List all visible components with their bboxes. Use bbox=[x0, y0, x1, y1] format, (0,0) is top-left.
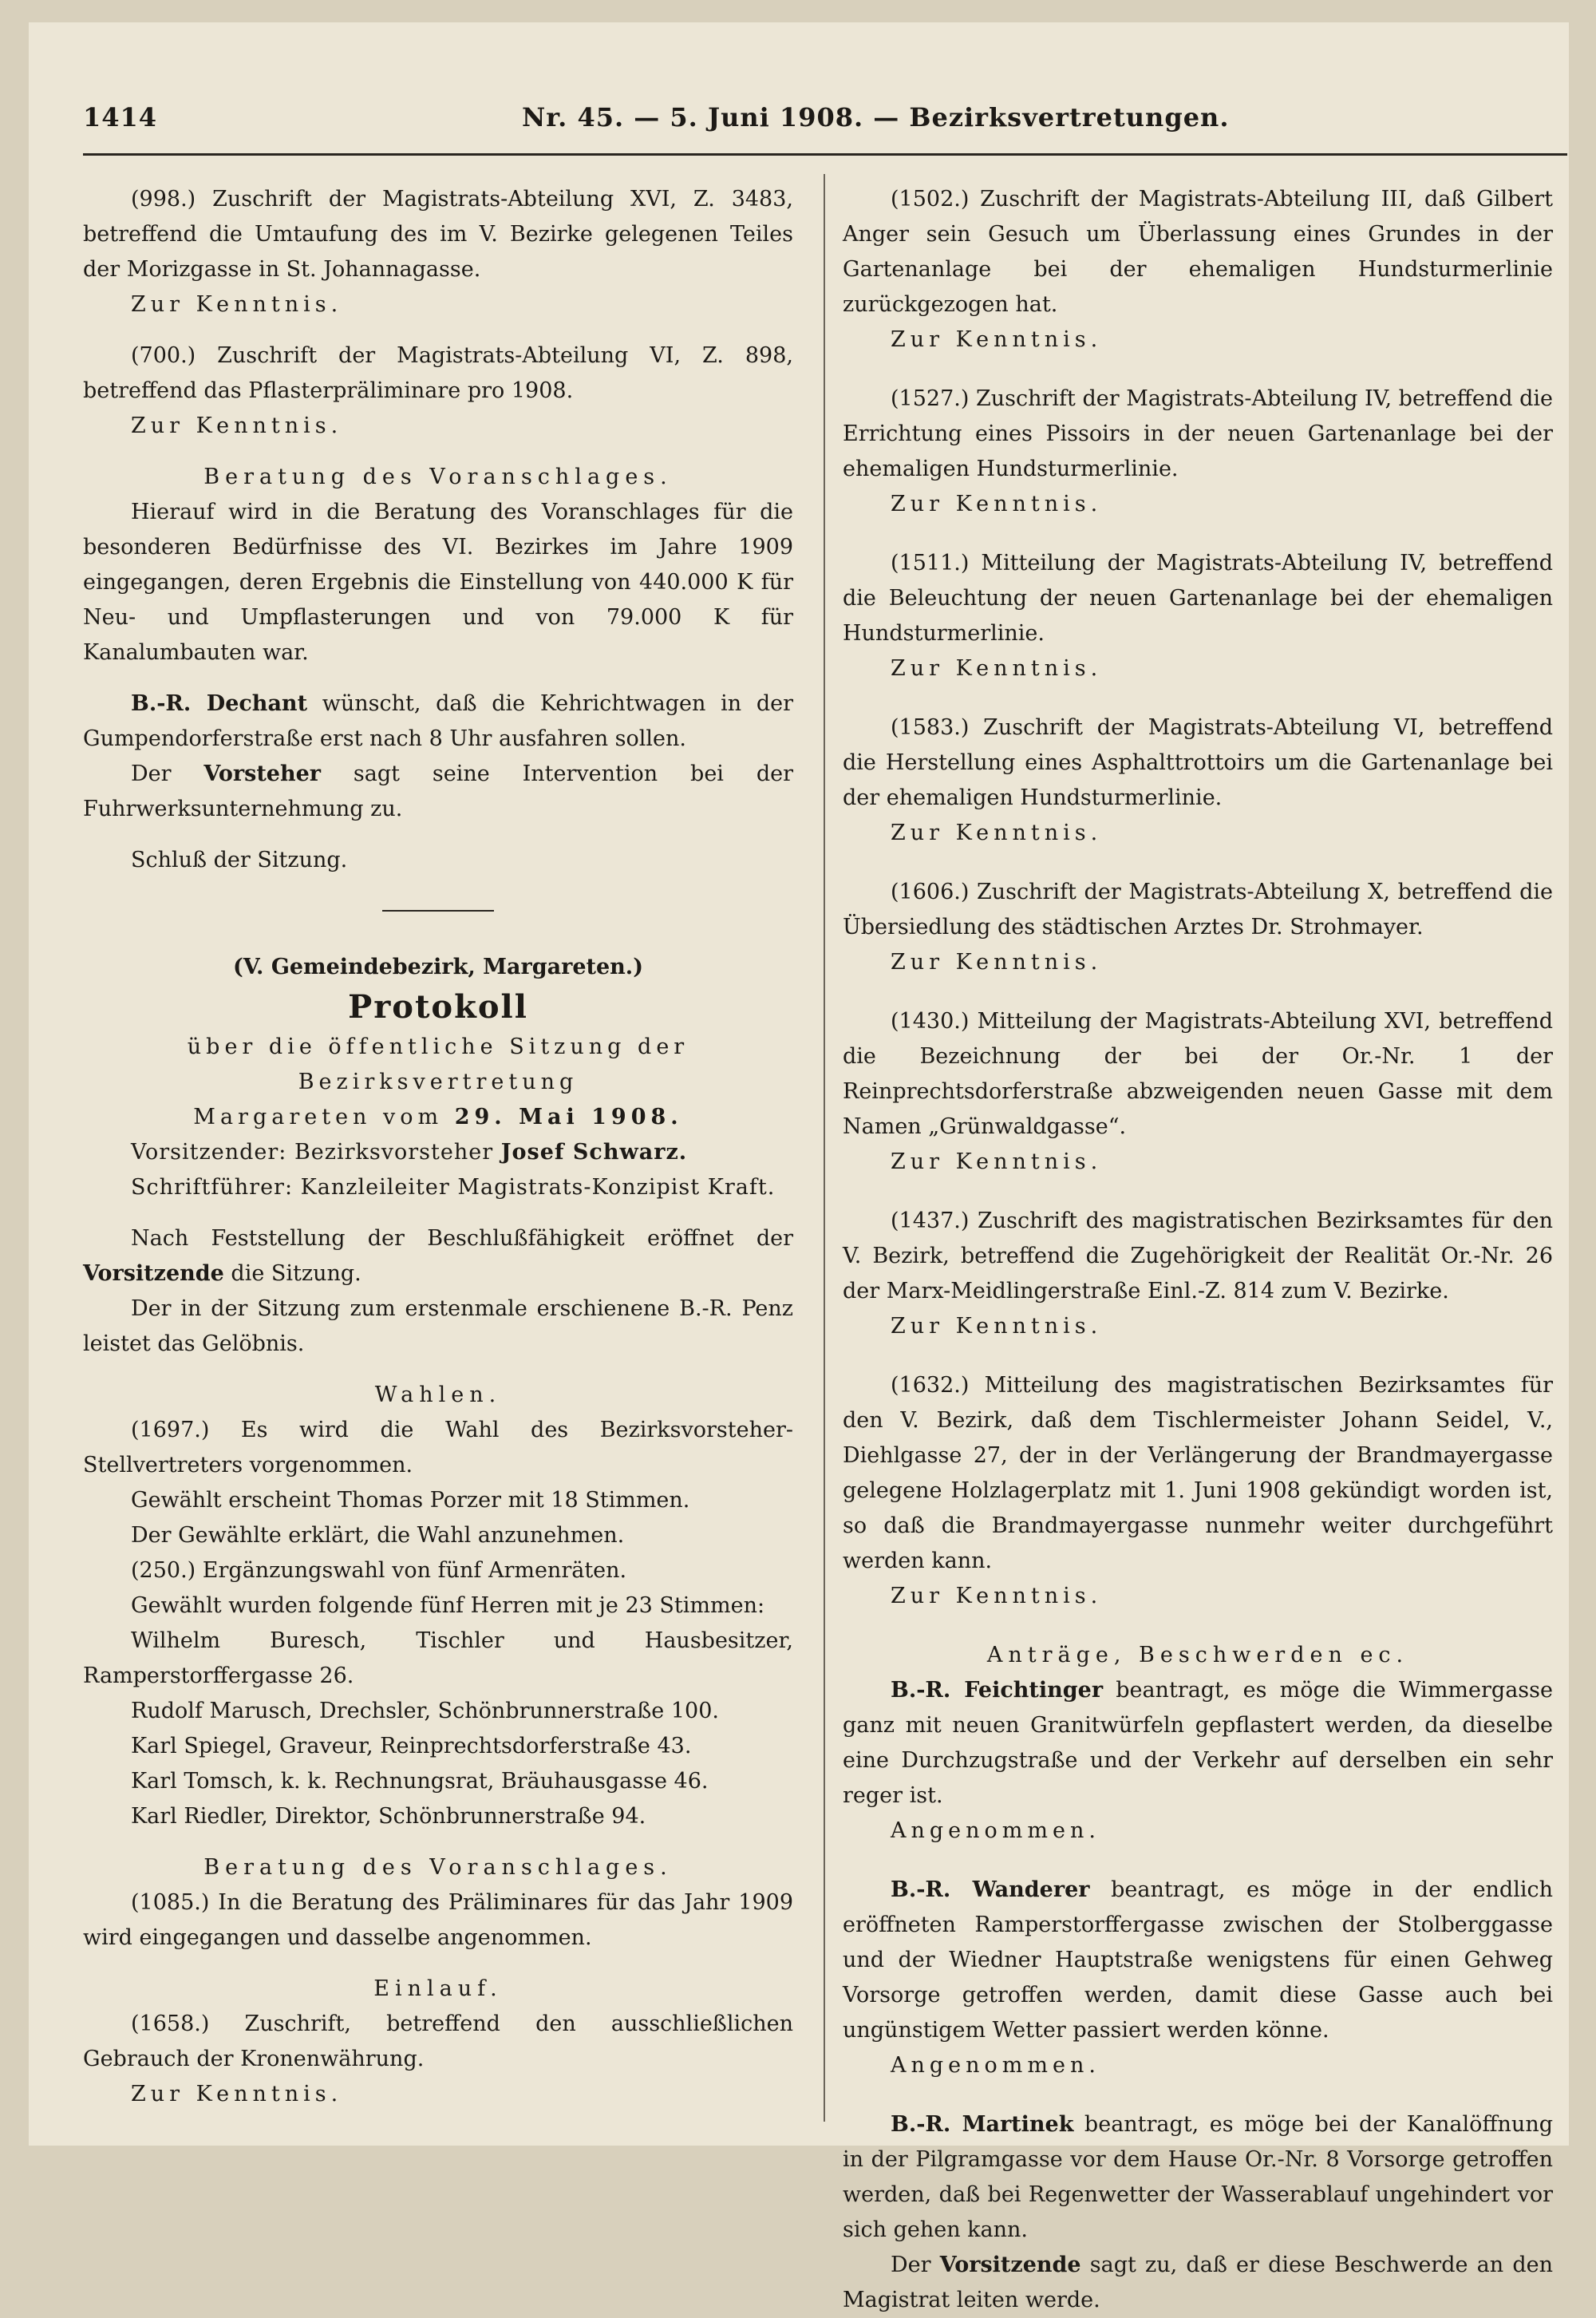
zur-kenntnis: Zur Kenntnis. bbox=[891, 821, 1103, 845]
separator-rule bbox=[382, 910, 494, 912]
zur-kenntnis: Zur Kenntnis. bbox=[131, 292, 343, 317]
opening-paragraph: Nach Feststellung der Beschlußfähigkeit eröffnet der Vorsitzende die Sitzung. bbox=[83, 1226, 793, 1286]
zur-kenntnis: Zur Kenntnis. bbox=[891, 327, 1103, 352]
page-number: 1414 bbox=[83, 102, 158, 133]
entry-998 bbox=[83, 182, 793, 287]
list-item: Wilhelm Buresch, Tischler und Hausbesitzer, Ramperstorffergasse 26. bbox=[83, 1628, 793, 1688]
page-header bbox=[83, 102, 1230, 147]
list-item: Karl Tomsch, k. k. Rechnungsrat, Bräuhausgasse 46. bbox=[131, 1769, 709, 1794]
header-rule bbox=[83, 153, 1567, 156]
left-column bbox=[83, 182, 793, 2112]
session-date: 29. Mai 1908. bbox=[454, 1105, 683, 1129]
entry-1527: (1527.) Zuschrift der Magistrats-Abteilung IV, betreffend die Errichtung eines Pissoirs in der neuen Gartenanlage bei der ehemaligen Hundsturmerlinie. bbox=[843, 386, 1553, 481]
protokoll-subtitle-2: Margareten vom 29. Mai 1908. bbox=[193, 1105, 683, 1129]
speaker-name: B.-R. Feichtinger bbox=[891, 1678, 1104, 1703]
zur-kenntnis: Zur Kenntnis. bbox=[891, 950, 1103, 975]
motion-wanderer: B.-R. Wanderer beantragt, es möge in der endlich eröffneten Ramperstorffergasse zwischen der Stolberggasse und der Wiedner Hauptstraße wenigstens für einen Gehweg Vorsorge getroffen werden, damit diese Gasse auch bei ungünstigem Wetter passiert werden könne. bbox=[843, 1877, 1553, 2043]
entry-700 bbox=[83, 338, 793, 409]
list-item: Rudolf Marusch, Drechsler, Schönbrunnerstraße 100. bbox=[131, 1699, 719, 1723]
entry-1437: (1437.) Zuschrift des magistratischen Bezirksamtes für den V. Bezirk, betreffend die Zugehörigkeit der Realität Or.-Nr. 26 der Marx-Meidlingerstraße Einl.-Z. 814 zum V. Bezirke. bbox=[843, 1208, 1553, 1303]
zur-kenntnis: Zur Kenntnis. bbox=[891, 1149, 1103, 1174]
list-item: (250.) Ergänzungswahl von fünf Armenräten. bbox=[131, 1558, 627, 1583]
district-heading: (V. Gemeindebezirk, Margareten.) bbox=[233, 955, 643, 979]
entry-text: sagt seine Intervention bei der Fuhrwerksunternehmung zu. bbox=[83, 761, 793, 821]
speaker-name: Vorsitzende bbox=[83, 1261, 224, 1286]
zur-kenntnis: Zur Kenntnis. bbox=[891, 1314, 1103, 1339]
list-item: Karl Spiegel, Graveur, Reinprechtsdorferstraße 43. bbox=[131, 1734, 692, 1758]
entry-1632: (1632.) Mitteilung des magistratischen Bezirksamtes für den V. Bezirk, daß dem Tischlermeister Johann Seidel, V., Diehlgasse 27, der in der Verlängerung der Brandmayergasse gelegene Holzlagerplatz mit 1. Juni 1908 gekündigt worden ist, so daß die Brandmayergasse nunmehr weiter durchgeführt werden kann. bbox=[843, 1373, 1553, 1573]
zur-kenntnis: Zur Kenntnis. bbox=[891, 656, 1103, 681]
zur-kenntnis: Zur Kenntnis. bbox=[891, 492, 1103, 516]
section-heading: Beratung des Voranschlages. bbox=[203, 1855, 673, 1880]
list-item: Gewählt wurden folgende fünf Herren mit je 23 Stimmen: bbox=[131, 1593, 765, 1618]
entry-1430: (1430.) Mitteilung der Magistrats-Abteilung XVI, betreffend die Bezeichnung der bei der Or.-Nr. 1 der Reinprechtsdorferstraße abzweigenden neuen Gasse mit dem Namen „Grünwaldgasse“. bbox=[843, 1009, 1553, 1139]
closing-line: Schluß der Sitzung. bbox=[131, 848, 348, 872]
zur-kenntnis: Zur Kenntnis. bbox=[131, 2082, 343, 2106]
budget-paragraph bbox=[83, 495, 793, 670]
zur-kenntnis: Zur Kenntnis. bbox=[891, 1584, 1103, 1608]
entry-text: Hierauf wird in die Beratung des Voranschlages für die besonderen Bedürfnisse des VI. Bezirkes im Jahre 1909 eingegangen, deren Ergebnis die Einstellung von 440.000 K für Neu- und Umpflasterungen und von 79.000 K für Kanalumbauten war. bbox=[83, 500, 793, 665]
right-column bbox=[843, 182, 1553, 2318]
oath-paragraph: Der in der Sitzung zum erstenmale erschienene B.-R. Penz leistet das Gelöbnis. bbox=[83, 1296, 793, 1356]
chairperson-name: Josef Schwarz. bbox=[500, 1140, 688, 1165]
speaker-name: B.-R. Dechant bbox=[131, 691, 308, 716]
entry-text: wünscht, daß die Kehrichtwagen in der Gumpendorferstraße erst nach 8 Uhr ausfahren sollen. bbox=[83, 691, 793, 751]
section-heading: Einlauf. bbox=[373, 1976, 503, 2001]
zur-kenntnis: Zur Kenntnis. bbox=[131, 413, 343, 438]
list-item: Gewählt erscheint Thomas Porzer mit 18 Stimmen. bbox=[131, 1488, 690, 1513]
speaker-name: B.-R. Martinek bbox=[891, 2112, 1074, 2137]
column-divider bbox=[824, 174, 825, 2122]
newspaper-page bbox=[29, 22, 1569, 2312]
section-heading: Wahlen. bbox=[374, 1382, 502, 1407]
chairperson-line: Vorsitzender: Bezirksvorsteher Josef Schwarz. bbox=[131, 1140, 688, 1165]
list-item: (1697.) Es wird die Wahl des Bezirksvorsteher-Stellvertreters vorgenommen. bbox=[83, 1418, 793, 1477]
list-item: Der Gewählte erklärt, die Wahl anzunehmen. bbox=[131, 1523, 625, 1548]
entry-text: (700.) Zuschrift der Magistrats-Abteilung VI, Z. 898, betreffend das Pflasterpräliminare pro 1908. bbox=[83, 343, 793, 403]
entry-1606: (1606.) Zuschrift der Magistrats-Abteilung X, betreffend die Übersiedlung des städtischen Arztes Dr. Strohmayer. bbox=[843, 880, 1553, 939]
motion-martinek: B.-R. Martinek beantragt, es möge bei der Kanalöffnung in der Pilgramgasse vor dem Hause Or.-Nr. 8 Vorsorge getroffen werden, daß bei Regenwetter der Wasserablauf ungehindert vor sich gehen kann. bbox=[843, 2112, 1553, 2242]
recorder-line: Schriftführer: Kanzleileiter Magistrats-Konzipist Kraft. bbox=[131, 1175, 776, 1200]
protokoll-subtitle: über die öffentliche Sitzung der Bezirksvertretung bbox=[187, 1034, 689, 1094]
speaker-name: B.-R. Wanderer bbox=[891, 1877, 1090, 1902]
accepted-label: Angenommen. bbox=[891, 1818, 1100, 1843]
dechant-paragraph bbox=[83, 686, 793, 757]
entry-1085: (1085.) In die Beratung des Präliminares für das Jahr 1909 wird eingegangen und dasselbe angenommen. bbox=[83, 1890, 793, 1950]
entry-1583: (1583.) Zuschrift der Magistrats-Abteilung VI, betreffend die Herstellung eines Asphalttrottoirs um die Gartenanlage bei der ehemaligen Hundsturmerlinie. bbox=[843, 715, 1553, 810]
motion-feichtinger: B.-R. Feichtinger beantragt, es möge die Wimmergasse ganz mit neuen Granitwürfeln gepflastert werden, da dieselbe eine Durchzugstraße und der Verkehr auf derselben ein sehr reger ist. bbox=[843, 1678, 1553, 1808]
entry-text: Der bbox=[131, 761, 204, 786]
list-item: Karl Riedler, Direktor, Schönbrunnerstraße 94. bbox=[131, 1804, 646, 1829]
accepted-label: Angenommen. bbox=[891, 2053, 1100, 2078]
entry-1502: (1502.) Zuschrift der Magistrats-Abteilung III, daß Gilbert Anger sein Gesuch um Überlassung eines Grundes in der Gartenanlage bei der ehemaligen Hundsturmerlinie zurückgezogen hat. bbox=[843, 187, 1553, 317]
page-header-title: Nr. 45. — 5. Juni 1908. — Bezirksvertretungen. bbox=[522, 102, 1230, 133]
section-heading: Anträge, Beschwerden ec. bbox=[986, 1643, 1409, 1667]
speaker-name: Vorsitzende bbox=[939, 2253, 1081, 2277]
section-heading: Beratung des Voranschlages. bbox=[203, 465, 673, 489]
chair-response: Der Vorsitzende sagt zu, daß er diese Beschwerde an den Magistrat leiten werde. bbox=[843, 2253, 1553, 2312]
elections-list bbox=[83, 1413, 793, 1834]
entry-1511: (1511.) Mitteilung der Magistrats-Abteilung IV, betreffend die Beleuchtung der neuen Gartenanlage bei der ehemaligen Hundsturmerlinie. bbox=[843, 551, 1553, 646]
entry-1658: (1658.) Zuschrift, betreffend den ausschließlichen Gebrauch der Kronenwährung. bbox=[83, 2011, 793, 2071]
protokoll-title: Protokoll bbox=[348, 988, 528, 1026]
vorsteher-paragraph bbox=[83, 757, 793, 827]
entry-text: (998.) Zuschrift der Magistrats-Abteilung XVI, Z. 3483, betreffend die Umtaufung des im V. Bezirke gelegenen Teiles der Morizgasse in St. Johannagasse. bbox=[83, 187, 793, 282]
speaker-name: Vorsteher bbox=[203, 761, 322, 786]
